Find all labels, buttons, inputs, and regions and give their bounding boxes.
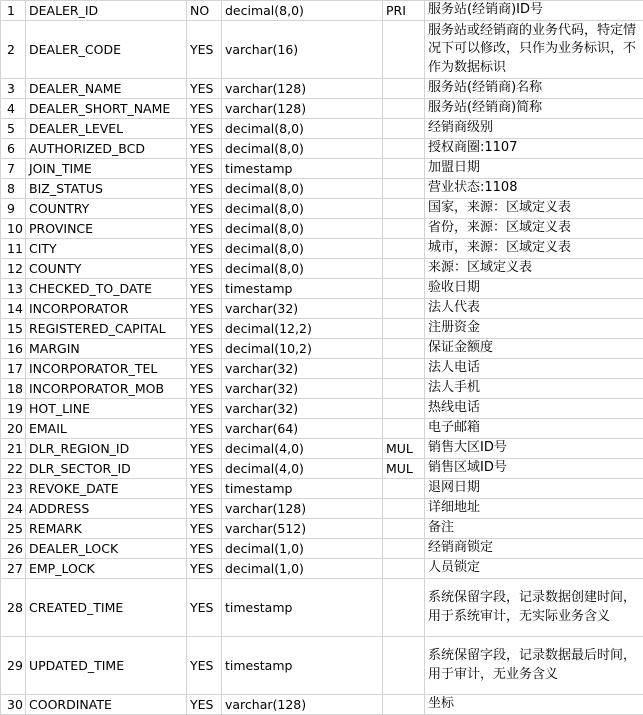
data-type: decimal(8,0) — [222, 1, 383, 21]
column-comment: 服务站(经销商)名称 — [425, 79, 643, 99]
data-type: decimal(8,0) — [222, 219, 383, 239]
table-row — [1, 199, 643, 219]
data-type: timestamp — [222, 159, 383, 179]
key-type — [383, 239, 425, 259]
key-type — [383, 499, 425, 519]
key-type — [383, 419, 425, 439]
column-name: DLR_REGION_ID — [26, 439, 187, 459]
column-name: COUNTRY — [26, 199, 187, 219]
table-row — [1, 119, 643, 139]
key-type — [383, 219, 425, 239]
nullable-flag: YES — [187, 259, 222, 279]
nullable-flag: YES — [187, 319, 222, 339]
column-name: REVOKE_DATE — [26, 479, 187, 499]
data-type: varchar(64) — [222, 419, 383, 439]
row-number: 26 — [1, 539, 26, 559]
data-type: varchar(128) — [222, 499, 383, 519]
row-number: 19 — [1, 399, 26, 419]
table-row — [1, 21, 643, 79]
key-type — [383, 159, 425, 179]
column-name: DEALER_NAME — [26, 79, 187, 99]
column-name: REGISTERED_CAPITAL — [26, 319, 187, 339]
table-row — [1, 159, 643, 179]
row-number: 16 — [1, 339, 26, 359]
key-type — [383, 119, 425, 139]
row-number: 15 — [1, 319, 26, 339]
data-type: decimal(12,2) — [222, 319, 383, 339]
column-comment: 国家，来源：区域定义表 — [425, 199, 643, 219]
column-comment: 坐标 — [425, 695, 643, 715]
data-type: varchar(32) — [222, 379, 383, 399]
nullable-flag: YES — [187, 637, 222, 695]
data-type: decimal(1,0) — [222, 539, 383, 559]
column-comment: 系统保留字段，记录数据创建时间，用于系统审计，无实际业务含义 — [425, 579, 643, 637]
nullable-flag: YES — [187, 499, 222, 519]
nullable-flag: YES — [187, 579, 222, 637]
table-row — [1, 139, 643, 159]
key-type — [383, 399, 425, 419]
column-name: INCORPORATOR_MOB — [26, 379, 187, 399]
nullable-flag: YES — [187, 539, 222, 559]
nullable-flag: YES — [187, 379, 222, 399]
table-row — [1, 539, 643, 559]
column-name: EMP_LOCK — [26, 559, 187, 579]
nullable-flag: YES — [187, 119, 222, 139]
column-name: MARGIN — [26, 339, 187, 359]
nullable-flag: YES — [187, 199, 222, 219]
column-comment: 经销商锁定 — [425, 539, 643, 559]
key-type — [383, 179, 425, 199]
column-name: UPDATED_TIME — [26, 637, 187, 695]
nullable-flag: YES — [187, 459, 222, 479]
column-name: COORDINATE — [26, 695, 187, 715]
column-comment: 系统保留字段，记录数据最后时间，用于审计，无业务含义 — [425, 637, 643, 695]
row-number: 25 — [1, 519, 26, 539]
nullable-flag: YES — [187, 179, 222, 199]
data-type: varchar(16) — [222, 21, 383, 79]
row-number: 11 — [1, 239, 26, 259]
column-name: CREATED_TIME — [26, 579, 187, 637]
nullable-flag: YES — [187, 219, 222, 239]
table-row — [1, 399, 643, 419]
column-comment: 法人手机 — [425, 379, 643, 399]
key-type — [383, 21, 425, 79]
column-name: JOIN_TIME — [26, 159, 187, 179]
table-row — [1, 695, 643, 715]
column-comment: 热线电话 — [425, 399, 643, 419]
nullable-flag: YES — [187, 559, 222, 579]
key-type — [383, 199, 425, 219]
key-type — [383, 559, 425, 579]
data-type: timestamp — [222, 479, 383, 499]
column-comment: 授权商圈:1107 — [425, 139, 643, 159]
row-number: 2 — [1, 21, 26, 79]
key-type — [383, 319, 425, 339]
nullable-flag: YES — [187, 21, 222, 79]
column-name: COUNTY — [26, 259, 187, 279]
row-number: 7 — [1, 159, 26, 179]
nullable-flag: YES — [187, 359, 222, 379]
row-number: 27 — [1, 559, 26, 579]
data-type: decimal(8,0) — [222, 139, 383, 159]
data-type: decimal(10,2) — [222, 339, 383, 359]
data-type: varchar(128) — [222, 99, 383, 119]
table-row — [1, 459, 643, 479]
key-type — [383, 695, 425, 715]
table-row — [1, 579, 643, 637]
key-type — [383, 79, 425, 99]
column-name: DEALER_LOCK — [26, 539, 187, 559]
data-type: varchar(32) — [222, 399, 383, 419]
column-comment: 服务站或经销商的业务代码，特定情况下可以修改，只作为业务标识，不作为数据标识 — [425, 21, 643, 79]
key-type — [383, 99, 425, 119]
column-comment: 法人电话 — [425, 359, 643, 379]
column-name: AUTHORIZED_BCD — [26, 139, 187, 159]
nullable-flag: YES — [187, 339, 222, 359]
table-row — [1, 99, 643, 119]
data-type: decimal(1,0) — [222, 559, 383, 579]
row-number: 10 — [1, 219, 26, 239]
table-row — [1, 219, 643, 239]
column-name: PROVINCE — [26, 219, 187, 239]
data-type: decimal(8,0) — [222, 199, 383, 219]
row-number: 29 — [1, 637, 26, 695]
column-comment: 城市，来源：区域定义表 — [425, 239, 643, 259]
column-comment: 备注 — [425, 519, 643, 539]
key-type — [383, 359, 425, 379]
row-number: 18 — [1, 379, 26, 399]
key-type — [383, 579, 425, 637]
table-row — [1, 1, 643, 21]
nullable-flag: YES — [187, 279, 222, 299]
data-type: varchar(32) — [222, 359, 383, 379]
key-type: MUL — [383, 459, 425, 479]
nullable-flag: YES — [187, 79, 222, 99]
key-type — [383, 479, 425, 499]
row-number: 28 — [1, 579, 26, 637]
table-row — [1, 637, 643, 695]
column-comment: 注册资金 — [425, 319, 643, 339]
column-comment: 服务站(经销商)简称 — [425, 99, 643, 119]
row-number: 17 — [1, 359, 26, 379]
row-number: 21 — [1, 439, 26, 459]
key-type — [383, 279, 425, 299]
column-name: DEALER_SHORT_NAME — [26, 99, 187, 119]
column-name: INCORPORATOR_TEL — [26, 359, 187, 379]
column-name: CHECKED_TO_DATE — [26, 279, 187, 299]
row-number: 23 — [1, 479, 26, 499]
data-type: varchar(128) — [222, 695, 383, 715]
column-comment: 详细地址 — [425, 499, 643, 519]
row-number: 1 — [1, 1, 26, 21]
table-row — [1, 439, 643, 459]
column-comment: 电子邮箱 — [425, 419, 643, 439]
data-type: timestamp — [222, 579, 383, 637]
row-number: 30 — [1, 695, 26, 715]
column-comment: 来源：区域定义表 — [425, 259, 643, 279]
nullable-flag: YES — [187, 239, 222, 259]
table-row — [1, 299, 643, 319]
column-name: ADDRESS — [26, 499, 187, 519]
table-row — [1, 259, 643, 279]
table-row — [1, 239, 643, 259]
key-type: MUL — [383, 439, 425, 459]
column-comment: 验收日期 — [425, 279, 643, 299]
key-type — [383, 637, 425, 695]
data-type: varchar(128) — [222, 79, 383, 99]
column-name: DLR_SECTOR_ID — [26, 459, 187, 479]
key-type — [383, 519, 425, 539]
schema-table-body — [1, 1, 643, 715]
nullable-flag: YES — [187, 419, 222, 439]
nullable-flag: YES — [187, 399, 222, 419]
column-comment: 销售大区ID号 — [425, 439, 643, 459]
table-row — [1, 479, 643, 499]
nullable-flag: YES — [187, 99, 222, 119]
column-name: DEALER_CODE — [26, 21, 187, 79]
column-name: INCORPORATOR — [26, 299, 187, 319]
row-number: 13 — [1, 279, 26, 299]
column-name: CITY — [26, 239, 187, 259]
key-type — [383, 299, 425, 319]
row-number: 6 — [1, 139, 26, 159]
key-type — [383, 539, 425, 559]
data-type: decimal(8,0) — [222, 119, 383, 139]
row-number: 24 — [1, 499, 26, 519]
data-type: decimal(8,0) — [222, 179, 383, 199]
table-row — [1, 179, 643, 199]
data-type: decimal(4,0) — [222, 439, 383, 459]
column-name: DEALER_ID — [26, 1, 187, 21]
table-row — [1, 79, 643, 99]
key-type — [383, 259, 425, 279]
data-type: varchar(32) — [222, 299, 383, 319]
column-comment: 保证金额度 — [425, 339, 643, 359]
key-type — [383, 139, 425, 159]
nullable-flag: YES — [187, 139, 222, 159]
column-name: DEALER_LEVEL — [26, 119, 187, 139]
column-comment: 销售区域ID号 — [425, 459, 643, 479]
data-type: decimal(4,0) — [222, 459, 383, 479]
table-row — [1, 279, 643, 299]
data-type: varchar(512) — [222, 519, 383, 539]
key-type — [383, 339, 425, 359]
row-number: 4 — [1, 99, 26, 119]
nullable-flag: YES — [187, 159, 222, 179]
table-row — [1, 559, 643, 579]
row-number: 3 — [1, 79, 26, 99]
nullable-flag: YES — [187, 479, 222, 499]
column-name: BIZ_STATUS — [26, 179, 187, 199]
column-comment: 人员锁定 — [425, 559, 643, 579]
column-comment: 退网日期 — [425, 479, 643, 499]
column-comment: 经销商级别 — [425, 119, 643, 139]
row-number: 12 — [1, 259, 26, 279]
table-row — [1, 379, 643, 399]
data-type: decimal(8,0) — [222, 259, 383, 279]
column-name: REMARK — [26, 519, 187, 539]
table-row — [1, 319, 643, 339]
column-comment: 省份，来源：区域定义表 — [425, 219, 643, 239]
column-name: HOT_LINE — [26, 399, 187, 419]
table-row — [1, 519, 643, 539]
nullable-flag: YES — [187, 519, 222, 539]
key-type: PRI — [383, 1, 425, 21]
nullable-flag: YES — [187, 695, 222, 715]
nullable-flag: YES — [187, 299, 222, 319]
row-number: 20 — [1, 419, 26, 439]
table-row — [1, 499, 643, 519]
key-type — [383, 379, 425, 399]
nullable-flag: YES — [187, 439, 222, 459]
column-comment: 法人代表 — [425, 299, 643, 319]
table-row — [1, 359, 643, 379]
table-row — [1, 419, 643, 439]
row-number: 9 — [1, 199, 26, 219]
row-number: 8 — [1, 179, 26, 199]
data-type: timestamp — [222, 279, 383, 299]
row-number: 14 — [1, 299, 26, 319]
table-row — [1, 339, 643, 359]
column-comment: 服务站(经销商)ID号 — [425, 1, 643, 21]
row-number: 22 — [1, 459, 26, 479]
column-comment: 营业状态:1108 — [425, 179, 643, 199]
data-type: timestamp — [222, 637, 383, 695]
row-number: 5 — [1, 119, 26, 139]
nullable-flag: NO — [187, 1, 222, 21]
column-name: EMAIL — [26, 419, 187, 439]
column-comment: 加盟日期 — [425, 159, 643, 179]
data-type: decimal(8,0) — [222, 239, 383, 259]
